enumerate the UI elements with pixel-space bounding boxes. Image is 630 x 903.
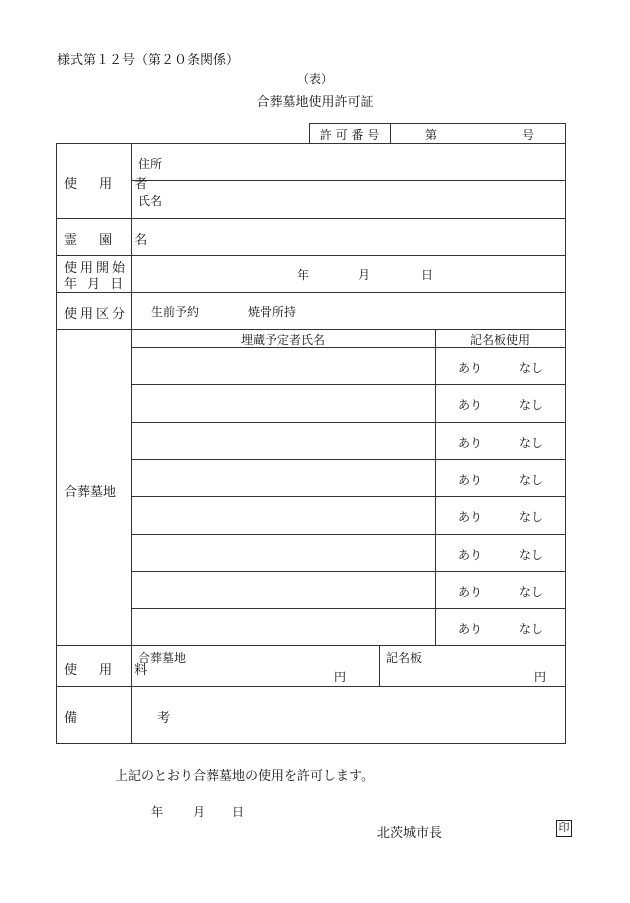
start-year: 年 — [297, 268, 310, 282]
plate-option-yes[interactable]: あり — [458, 398, 483, 412]
permit-number-input[interactable] — [443, 122, 517, 142]
name-label: 氏名 — [138, 194, 163, 208]
fee-label: 使 用 料 — [64, 663, 157, 678]
permit-dai: 第 — [425, 128, 438, 142]
user-label: 使 用 者 — [64, 177, 157, 192]
fee-plate-label: 記名板 — [386, 651, 423, 665]
burial-name-header: 埋蔵予定者氏名 — [240, 333, 325, 347]
plate-option-yes[interactable]: あり — [458, 510, 483, 524]
permit-number-label: 許 可 番 号 — [319, 128, 380, 142]
issue-month: 月 — [193, 805, 206, 819]
start-month: 月 — [358, 268, 371, 282]
plate-option-no[interactable]: なし — [519, 398, 544, 412]
fee-plate-amount-field[interactable] — [410, 664, 528, 683]
plate-option-no[interactable]: なし — [519, 436, 544, 450]
fee-grave-yen: 円 — [334, 670, 347, 684]
burial-name-field[interactable] — [134, 425, 432, 456]
fee-plate-yen: 円 — [534, 670, 547, 684]
name-field[interactable] — [170, 183, 560, 215]
plate-option-yes[interactable]: あり — [458, 436, 483, 450]
remarks-field[interactable] — [134, 689, 562, 741]
plate-option-no[interactable]: なし — [519, 361, 544, 375]
issuer-name: 北茨城市長 — [377, 826, 443, 841]
start-date-label-1: 使用開始 — [64, 261, 129, 276]
issue-day: 日 — [232, 805, 245, 819]
category-label: 使用区分 — [64, 307, 129, 322]
permission-statement: 上記のとおり合葬墓地の使用を許可します。 — [115, 769, 374, 784]
address-label: 住所 — [138, 157, 163, 171]
plate-option-yes[interactable]: あり — [458, 548, 483, 562]
fee-grave-amount-field[interactable] — [210, 664, 328, 683]
seal-box: 印 — [556, 820, 572, 837]
burial-name-field[interactable] — [134, 499, 432, 530]
start-day: 日 — [421, 268, 434, 282]
plate-option-yes[interactable]: あり — [458, 473, 483, 487]
burial-name-field[interactable] — [134, 611, 432, 642]
plate-option-yes[interactable]: あり — [458, 585, 483, 599]
burial-name-field[interactable] — [134, 574, 432, 605]
burial-name-field[interactable] — [134, 462, 432, 493]
remarks-label: 備 考 — [64, 711, 209, 726]
plate-option-yes[interactable]: あり — [458, 361, 483, 375]
plate-option-no[interactable]: なし — [519, 585, 544, 599]
burial-name-field[interactable] — [134, 387, 432, 418]
permit-go: 号 — [522, 128, 535, 142]
burial-name-field[interactable] — [134, 350, 432, 381]
plate-option-no[interactable]: なし — [519, 473, 544, 487]
category-option-remains[interactable]: 焼骨所持 — [248, 305, 297, 319]
joint-grave-label: 合葬墓地 — [64, 485, 117, 500]
plate-use-header: 記名板使用 — [469, 333, 530, 347]
plate-option-no[interactable]: なし — [519, 510, 544, 524]
category-option-preorder[interactable]: 生前予約 — [151, 305, 200, 319]
plate-option-yes[interactable]: あり — [458, 622, 483, 636]
form-number: 様式第１２号（第２０条関係） — [57, 53, 240, 68]
issue-year: 年 — [151, 805, 164, 819]
page-title: 合葬墓地使用許可証 — [256, 95, 374, 110]
plate-option-no[interactable]: なし — [519, 548, 544, 562]
cemetery-label: 霊 園 名 — [64, 233, 157, 248]
fee-grave-label: 合葬墓地 — [138, 651, 187, 665]
form-side: （表） — [296, 72, 333, 86]
plate-option-no[interactable]: なし — [519, 622, 544, 636]
start-date-label-2: 年 月 日 — [64, 277, 127, 292]
address-field[interactable] — [170, 146, 560, 178]
burial-name-field[interactable] — [134, 537, 432, 568]
cemetery-field[interactable] — [134, 220, 562, 253]
